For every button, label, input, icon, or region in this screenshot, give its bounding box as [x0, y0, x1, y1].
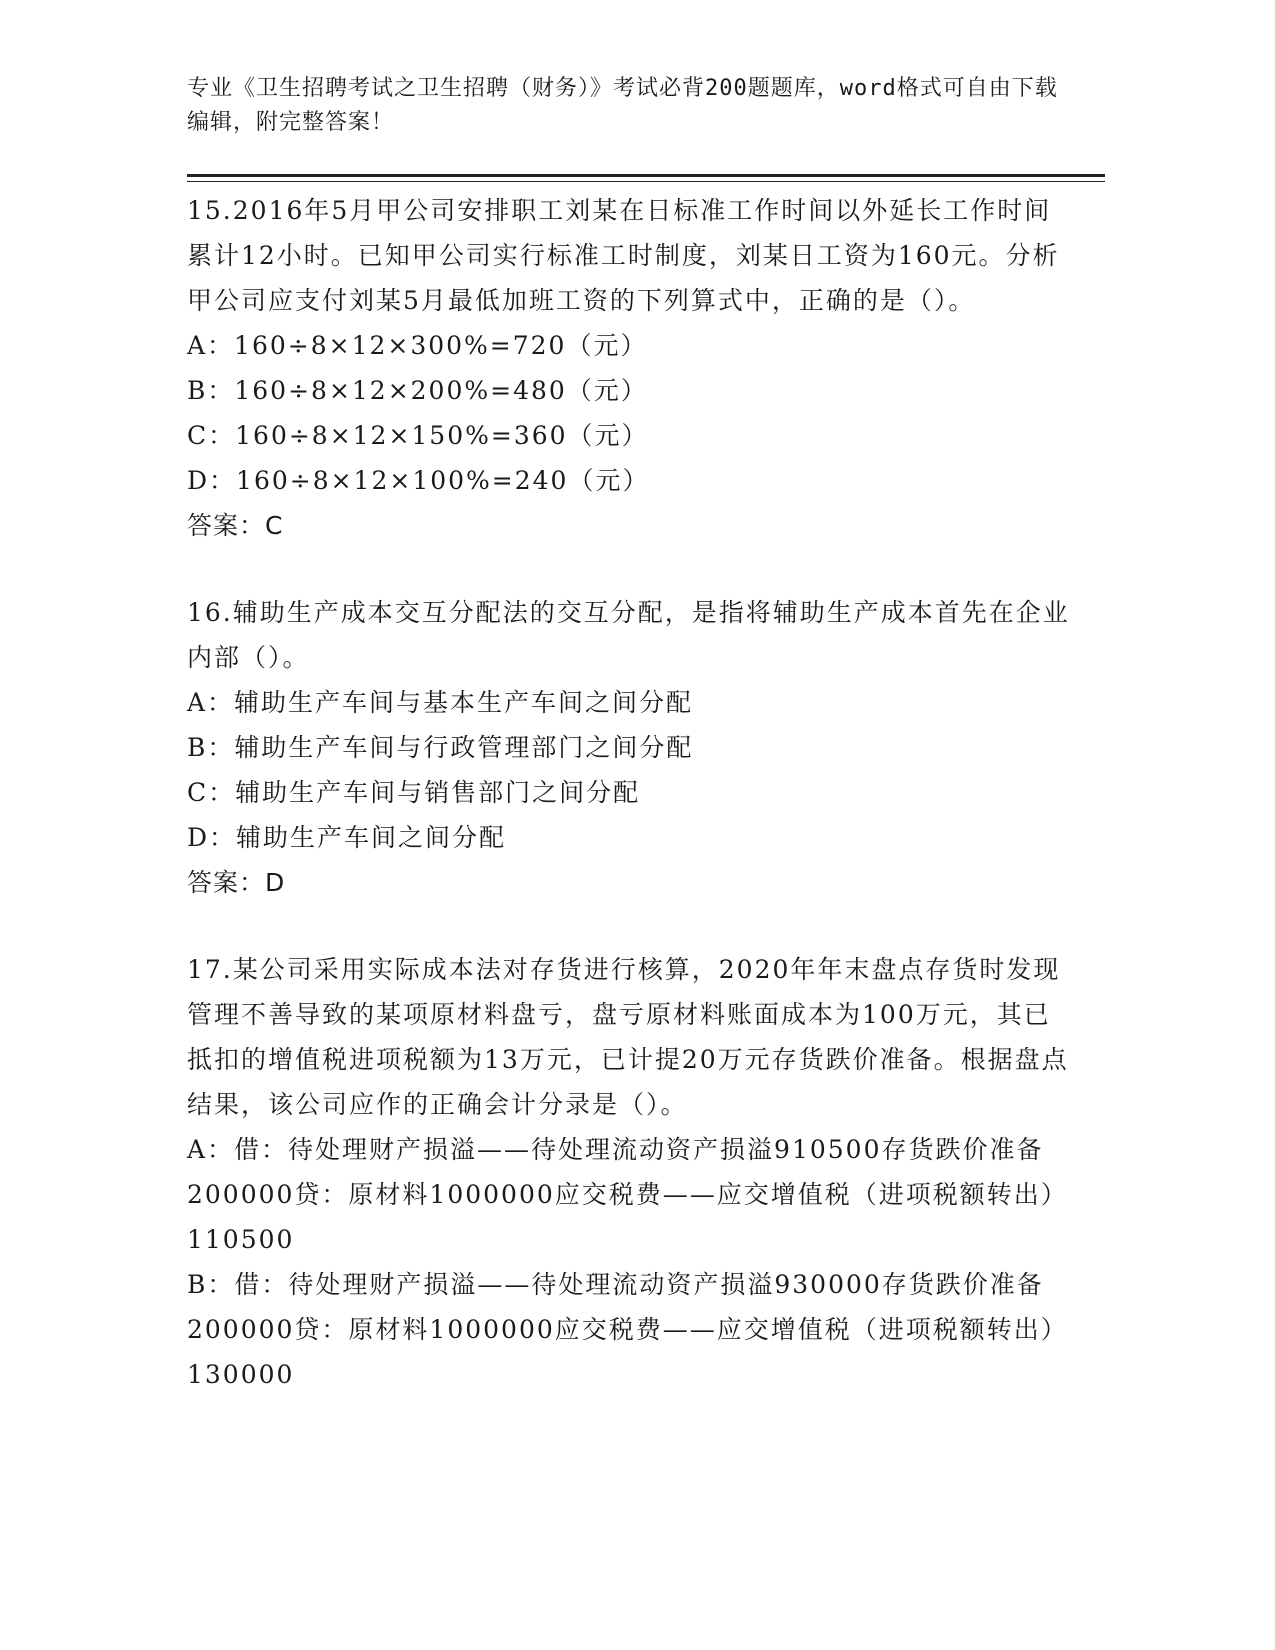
answer-line: 答案：C — [187, 511, 284, 540]
option-b: B：160÷8×12×200%=480（元） — [187, 376, 648, 405]
question-spacer — [187, 548, 1077, 590]
option-b: B：借：待处理财产损溢——待处理流动资产损溢930000存货跌价准备200000贷：原材料1000000应交税费——应交增值税（进项税额转出）130000 — [187, 1270, 1068, 1389]
document-header: 专业《卫生招聘考试之卫生招聘（财务）》考试必背200题题库，word格式可自由下载编辑，附完整答案！ — [187, 76, 1058, 135]
option-a: A：160÷8×12×300%=720（元） — [187, 331, 648, 360]
question-spacer — [187, 905, 1077, 947]
option-a: A：辅助生产车间与基本生产车间之间分配 — [187, 688, 694, 717]
option-d: D：160÷8×12×100%=240（元） — [187, 466, 650, 495]
question-stem: 17.某公司采用实际成本法对存货进行核算，2020年年末盘点存货时发现管理不善导致的某项原材料盘亏，盘亏原材料账面成本为100万元，其已抵扣的增值税进项税额为13万元，已计提20万元存货跌价准备。根据盘点结果，该公司应作的正确会计分录是（）。 — [187, 955, 1069, 1119]
header-divider-thin — [187, 181, 1105, 182]
option-a: A：借：待处理财产损溢——待处理流动资产损溢910500存货跌价准备200000贷：原材料1000000应交税费——应交增值税（进项税额转出）110500 — [187, 1135, 1068, 1254]
option-b: B：辅助生产车间与行政管理部门之间分配 — [187, 733, 694, 762]
question-list — [187, 188, 1077, 1397]
question-17 — [187, 947, 1077, 1397]
option-c: C：160÷8×12×150%=360（元） — [187, 421, 649, 450]
question-16 — [187, 590, 1077, 905]
question-15 — [187, 188, 1077, 548]
question-stem: 15.2016年5月甲公司安排职工刘某在日标准工作时间以外延长工作时间累计12小时。已知甲公司实行标准工时制度，刘某日工资为160元。分析甲公司应支付刘某5月最低加班工资的下列算式中，正确的是（）。 — [187, 196, 1060, 315]
header-divider-thick — [187, 174, 1105, 177]
answer-line: 答案：D — [187, 868, 286, 897]
question-stem: 16.辅助生产成本交互分配法的交互分配，是指将辅助生产成本首先在企业内部（）。 — [187, 598, 1070, 672]
option-c: C：辅助生产车间与销售部门之间分配 — [187, 778, 641, 807]
option-d: D：辅助生产车间之间分配 — [187, 823, 507, 852]
